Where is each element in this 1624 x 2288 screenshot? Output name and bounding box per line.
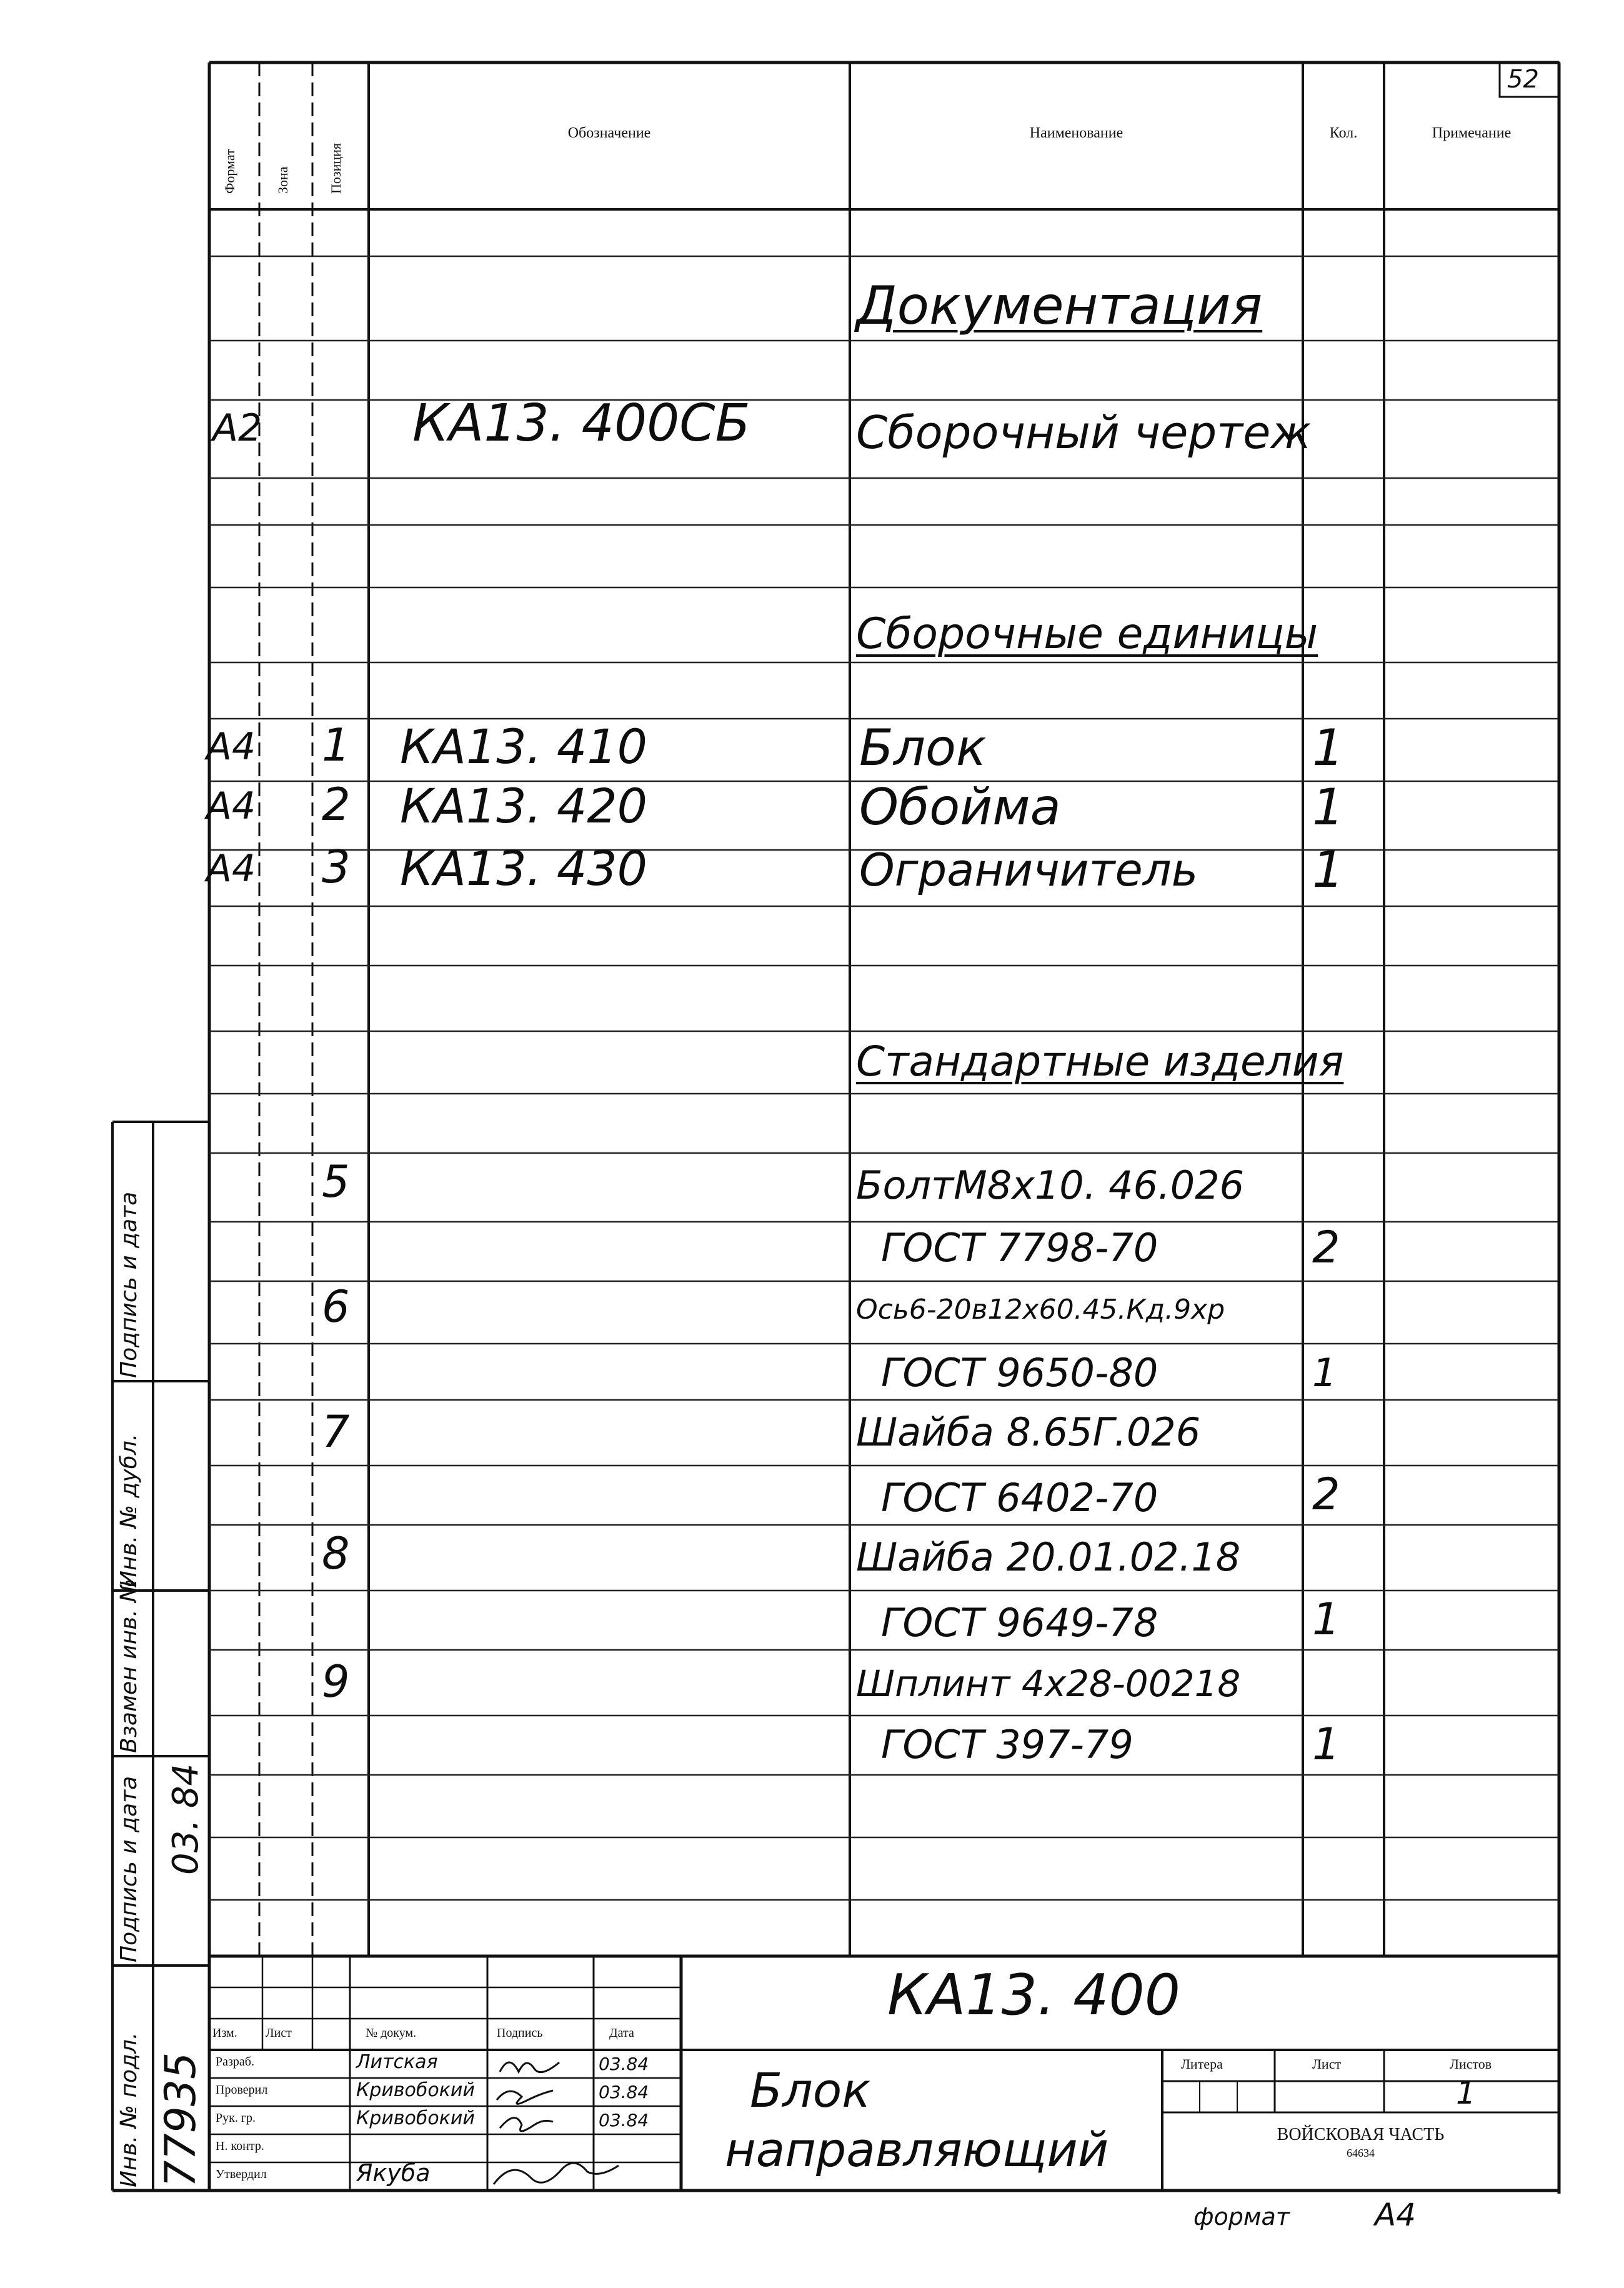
standard-qty-6: 1 (1312, 1350, 1337, 1396)
stamp-inv-dupl: Инв. № дубл. (116, 1433, 142, 1587)
role-checker: Проверил (216, 2083, 268, 2097)
standard-qty-5: 2 (1312, 1222, 1340, 1273)
standard-position-6: 6 (322, 1281, 350, 1332)
sheets-label: Листов (1450, 2056, 1492, 2072)
page-number: 52 (1507, 65, 1539, 94)
stamp-inv-value: 77935 (156, 2052, 206, 2187)
title-block-code: КА13. 400 (887, 1962, 1180, 2028)
role-approver: Утвердил (216, 2167, 267, 2181)
col-date: Дата (609, 2026, 634, 2040)
assembly-designation-3: КА13. 430 (400, 841, 648, 896)
standard-name-7: Шайба 8.65Г.026 (856, 1409, 1201, 1455)
stamp-sign-date: Подпись и дата (116, 1776, 142, 1962)
role-norm-control: Н. контр. (216, 2139, 264, 2153)
standard-qty-9: 1 (1312, 1719, 1340, 1770)
standard-gost-7: ГОСТ 6402-70 (881, 1475, 1158, 1521)
assembly-designation-1: КА13. 410 (400, 719, 648, 774)
standard-position-8: 8 (322, 1528, 350, 1579)
header-name: Наименование (1029, 125, 1123, 141)
standard-gost-5: ГОСТ 7798-70 (881, 1225, 1158, 1271)
litera-label: Литера (1181, 2056, 1223, 2072)
name-developer: Литская (356, 2051, 438, 2073)
doc-designation: КА13. 400СБ (412, 394, 750, 453)
col-izm: Изм. (212, 2026, 237, 2040)
standard-name-5: БолтМ8х10. 46.026 (856, 1162, 1245, 1208)
standard-gost-6: ГОСТ 9650-80 (881, 1350, 1158, 1396)
col-doc: № докум. (366, 2026, 417, 2040)
standard-gost-8: ГОСТ 9649-78 (881, 1600, 1158, 1646)
standard-qty-8: 1 (1312, 1594, 1340, 1645)
date-group-lead: 03.84 (599, 2110, 649, 2131)
assembly-format-3: А4 (206, 847, 256, 891)
name-group-lead: Кривобокий (356, 2107, 475, 2129)
footer-format-value: А4 (1375, 2197, 1417, 2233)
assembly-format-1: А4 (206, 725, 256, 769)
col-list: Лист (266, 2026, 292, 2040)
sheets-value: 1 (1456, 2075, 1476, 2111)
footer-format-label: формат (1193, 2203, 1290, 2231)
section-assembly-units: Сборочные единицы (856, 609, 1318, 659)
title-block-title-line1: Блок (750, 2062, 871, 2118)
stamp-inv-orig: Инв. № подл. (116, 2032, 142, 2187)
name-approver: Якуба (356, 2159, 431, 2187)
header-qty: Кол. (1329, 125, 1358, 141)
role-developer: Разраб. (216, 2055, 254, 2069)
doc-name: Сборочный чертеж (856, 406, 1312, 459)
header-format: Формат (222, 149, 237, 194)
header-zone: Зона (275, 166, 291, 194)
assembly-format-2: А4 (206, 784, 256, 828)
header-position: Позиция (328, 142, 344, 194)
assembly-qty-1: 1 (1312, 719, 1344, 777)
assembly-position-2: 2 (322, 778, 351, 831)
date-developer: 03.84 (599, 2054, 649, 2074)
standard-position-5: 5 (322, 1156, 350, 1207)
name-checker: Кривобокий (356, 2079, 475, 2101)
assembly-name-2: Обойма (859, 778, 1061, 836)
assembly-position-1: 1 (322, 719, 351, 771)
standard-position-9: 9 (322, 1656, 350, 1707)
title-block-title-line2: направляющий (725, 2122, 1109, 2177)
assembly-name-3: Ограничитель (859, 844, 1198, 896)
standard-gost-9: ГОСТ 397-79 (881, 1722, 1133, 1767)
assembly-designation-2: КА13. 420 (400, 778, 648, 834)
assembly-name-1: Блок (859, 719, 987, 777)
col-sign: Подпись (497, 2026, 543, 2040)
stamp-sign-date-2: Подпись и дата (116, 1191, 142, 1378)
section-documentation: Документация (856, 275, 1263, 336)
stamp-replace-inv: Взамен инв. № (116, 1579, 142, 1753)
date-checker: 03.84 (599, 2082, 649, 2102)
org-line2: 64634 (1347, 2147, 1375, 2159)
assembly-qty-3: 1 (1312, 841, 1344, 899)
sheet-label: Лист (1312, 2056, 1342, 2072)
header-designation: Обозначение (567, 125, 651, 141)
assembly-position-3: 3 (322, 841, 351, 893)
standard-name-6: Ось6-20в12х60.45.Кд.9хр (856, 1294, 1225, 1326)
standard-qty-7: 2 (1312, 1469, 1340, 1520)
header-note: Примечание (1432, 125, 1512, 141)
standard-name-9: Шплинт 4х28-00218 (856, 1662, 1241, 1705)
standard-name-8: Шайба 20.01.02.18 (856, 1534, 1241, 1580)
org-line1: ВОЙСКОВАЯ ЧАСТЬ (1277, 2125, 1445, 2144)
standard-position-7: 7 (322, 1406, 350, 1457)
role-group-lead: Рук. гр. (216, 2111, 256, 2125)
assembly-qty-2: 1 (1312, 778, 1344, 836)
stamp-date-value: 03. 84 (166, 1763, 206, 1875)
doc-format: А2 (212, 406, 262, 450)
section-standard-items: Стандартные изделия (856, 1037, 1344, 1086)
